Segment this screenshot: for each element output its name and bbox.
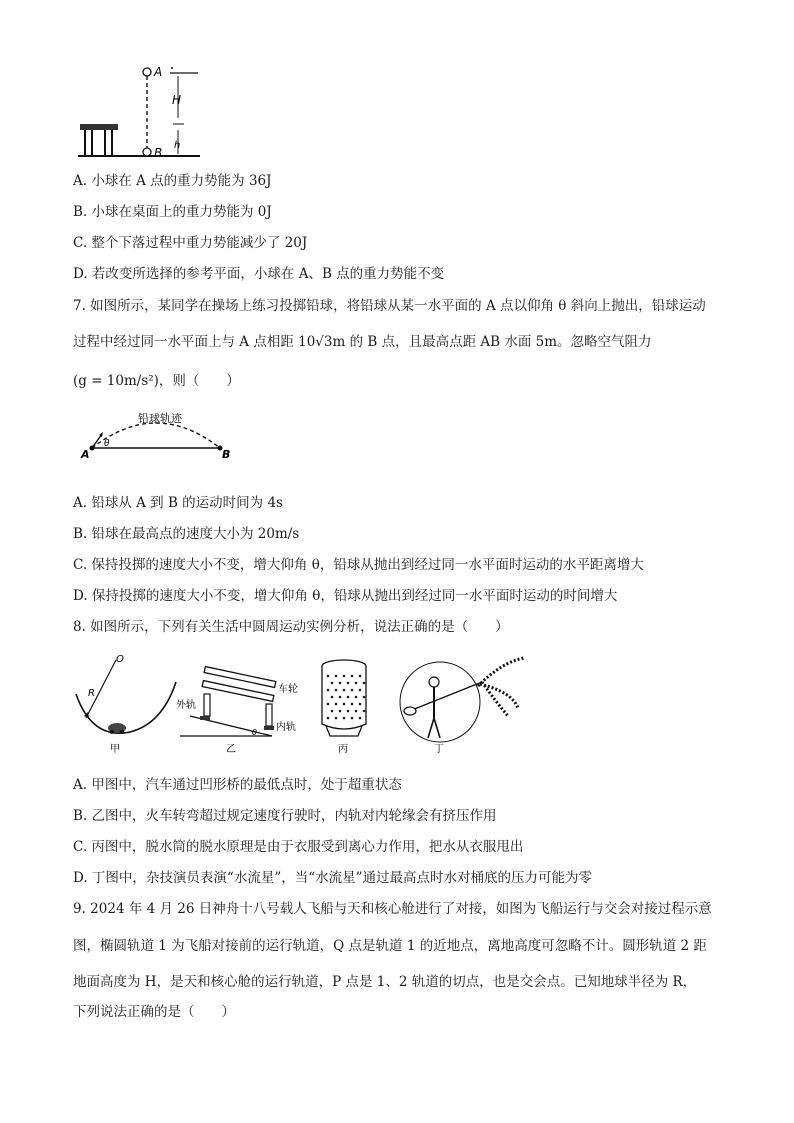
q7-stem-line-2: 过程中经过同一水平面上与 A 点相距 10√3m 的 B 点，且最高点距 AB 水面 5m。忽略空气阻力	[73, 334, 652, 350]
label-theta: θ	[104, 439, 110, 449]
drum-hole	[363, 710, 366, 713]
figure-bing	[322, 660, 366, 755]
ball-a	[143, 68, 151, 76]
q8-diagrams	[72, 652, 532, 756]
drum-hole	[355, 682, 358, 685]
q6-option-d: D. 若改变所选择的参考平面，小球在 A、B 点的重力势能不变	[73, 266, 445, 282]
q6-option-a: A. 小球在 A 点的重力势能为 36J	[73, 173, 272, 189]
q7-stem-line-1: 7. 如图所示，某同学在操场上练习投掷铅球，将铅球从某一水平面的 A 点以仰角 θ 斜向上抛出，铅球运动	[73, 298, 706, 314]
q8-option-c: C. 丙图中，脱水筒的脱水原理是由于衣服受到离心力作用，把水从衣服甩出	[73, 839, 524, 855]
drum-hole	[363, 696, 366, 699]
q6-option-b: B. 小球在桌面上的重力势能为 0J	[73, 204, 272, 220]
drum-hole	[343, 703, 346, 706]
drum-hole	[335, 703, 338, 706]
drum-hole	[331, 696, 334, 699]
drum-hole	[343, 689, 346, 692]
drum-hole	[327, 689, 330, 692]
ball-b	[143, 148, 151, 156]
performer-leg	[434, 718, 440, 738]
label-yi: 乙	[226, 744, 236, 755]
figure-yi	[176, 667, 298, 755]
trajectory-curve	[92, 423, 220, 448]
shot-put-diagram	[80, 410, 240, 460]
q6-option-c: C. 整个下落过程中重力势能减少了 20J	[73, 235, 308, 251]
q8-stem: 8. 如图所示，下列有关生活中圆周运动实例分析，说法正确的是（ ）	[73, 619, 509, 635]
q7-option-d: D. 保持投掷的速度大小不变，增大仰角 θ，铅球从抛出到经过同一水平面时运动的时间增大	[73, 588, 618, 604]
q7-option-c: C. 保持投掷的速度大小不变，增大仰角 θ，铅球从抛出到经过同一水平面时运动的水平距离增大	[73, 557, 644, 573]
label-wheel: 车轮	[278, 684, 298, 695]
label-a: A	[81, 448, 90, 460]
label-r: R	[88, 688, 95, 699]
drum-hole	[331, 682, 334, 685]
drum-hole	[351, 689, 354, 692]
drum-hole	[335, 675, 338, 678]
drum-hole	[327, 717, 330, 720]
q9-line-3: 地面高度为 H，是天和核心舱的运行轨道，P 点是 1、2 轨道的切点，也是交会点。已知地球半径为 R，	[73, 974, 697, 990]
q7-option-a: A. 铅球从 A 到 B 的运动时间为 4s	[73, 495, 283, 511]
wheel	[110, 730, 114, 734]
label-outer-rail: 外轨	[176, 700, 196, 711]
drum-hole	[339, 696, 342, 699]
label-h2: h	[174, 140, 181, 151]
performer-leg	[428, 718, 434, 738]
outer-wheel	[204, 694, 210, 716]
drum-hole	[347, 682, 350, 685]
drum-hole	[363, 682, 366, 685]
performer-head	[429, 677, 439, 687]
drum-hole	[339, 682, 342, 685]
drum-hole	[355, 710, 358, 713]
drum-hole	[331, 710, 334, 713]
drum-hole	[327, 675, 330, 678]
drum-hole	[359, 717, 362, 720]
inner-rail-block	[264, 726, 274, 730]
label-ding: 丁	[434, 744, 444, 755]
trajectory-title: 铅球轨迹	[138, 412, 182, 425]
drum-hole	[343, 675, 346, 678]
q9-line-1: 9. 2024 年 4 月 26 日神舟十八号载人飞船与天和核心舱进行了对接，如图为飞船运行与交会对接过程示意	[73, 901, 712, 917]
label-b: B	[154, 146, 163, 160]
q6-diagram	[72, 60, 212, 162]
label-h: H	[172, 93, 182, 107]
ribbon-streamers	[478, 658, 524, 716]
rope	[412, 682, 482, 710]
drum-hole	[351, 703, 354, 706]
drum-hole	[351, 717, 354, 720]
q8-option-a: A. 甲图中，汽车通过凹形桥的最低点时，处于超重状态	[73, 777, 402, 793]
label-theta: θ	[252, 728, 257, 737]
inner-wheel	[266, 704, 272, 726]
label-bing: 丙	[338, 744, 348, 755]
drum-hole	[339, 710, 342, 713]
q8-option-b: B. 乙图中，火车转弯超过规定速度行驶时，内轨对内轮缘会有挤压作用	[73, 808, 497, 824]
q6-figure	[72, 60, 212, 162]
water-bucket	[404, 707, 416, 715]
point-a	[90, 446, 95, 451]
label-o: O	[116, 654, 124, 665]
q7-figure	[80, 410, 240, 460]
drum-hole	[347, 710, 350, 713]
q9-line-4: 下列说法正确的是（ ）	[73, 1004, 235, 1020]
label-b: B	[222, 448, 231, 460]
drum-hole	[355, 696, 358, 699]
q8-option-d: D. 丁图中，杂技演员表演“水流星”，当“水流星”通过最高点时水对桶底的压力可能为零	[73, 870, 593, 886]
outer-rail-block	[200, 716, 210, 720]
drum-hole	[359, 689, 362, 692]
q9-line-2: 图，椭圆轨道 1 为飞船对接前的运行轨道，Q 点是轨道 1 的近地点，离地高度可忽略不计。圆形轨道 2 距	[73, 938, 707, 954]
figure-jia	[76, 654, 176, 755]
drum-hole	[343, 717, 346, 720]
q8-figures	[72, 652, 532, 756]
drum-hole	[327, 703, 330, 706]
label-a: A	[154, 65, 163, 79]
wheel	[120, 730, 124, 734]
drum-hole	[359, 675, 362, 678]
drum-hole	[351, 675, 354, 678]
rotation-circle	[400, 662, 480, 742]
drum-hole	[335, 689, 338, 692]
figure-ding	[400, 658, 524, 755]
drum-hole	[335, 717, 338, 720]
table-top	[80, 124, 118, 130]
q7-option-b: B. 铅球在最高点的速度大小为 20m/s	[73, 526, 300, 542]
dot-mark	[171, 67, 173, 69]
q7-stem-line-3: (g = 10m/s²)，则（ ）	[73, 373, 240, 389]
drum-hole	[347, 696, 350, 699]
drum-hole	[359, 703, 362, 706]
label-jia: 甲	[110, 744, 120, 755]
label-inner-rail: 内轨	[276, 722, 296, 733]
